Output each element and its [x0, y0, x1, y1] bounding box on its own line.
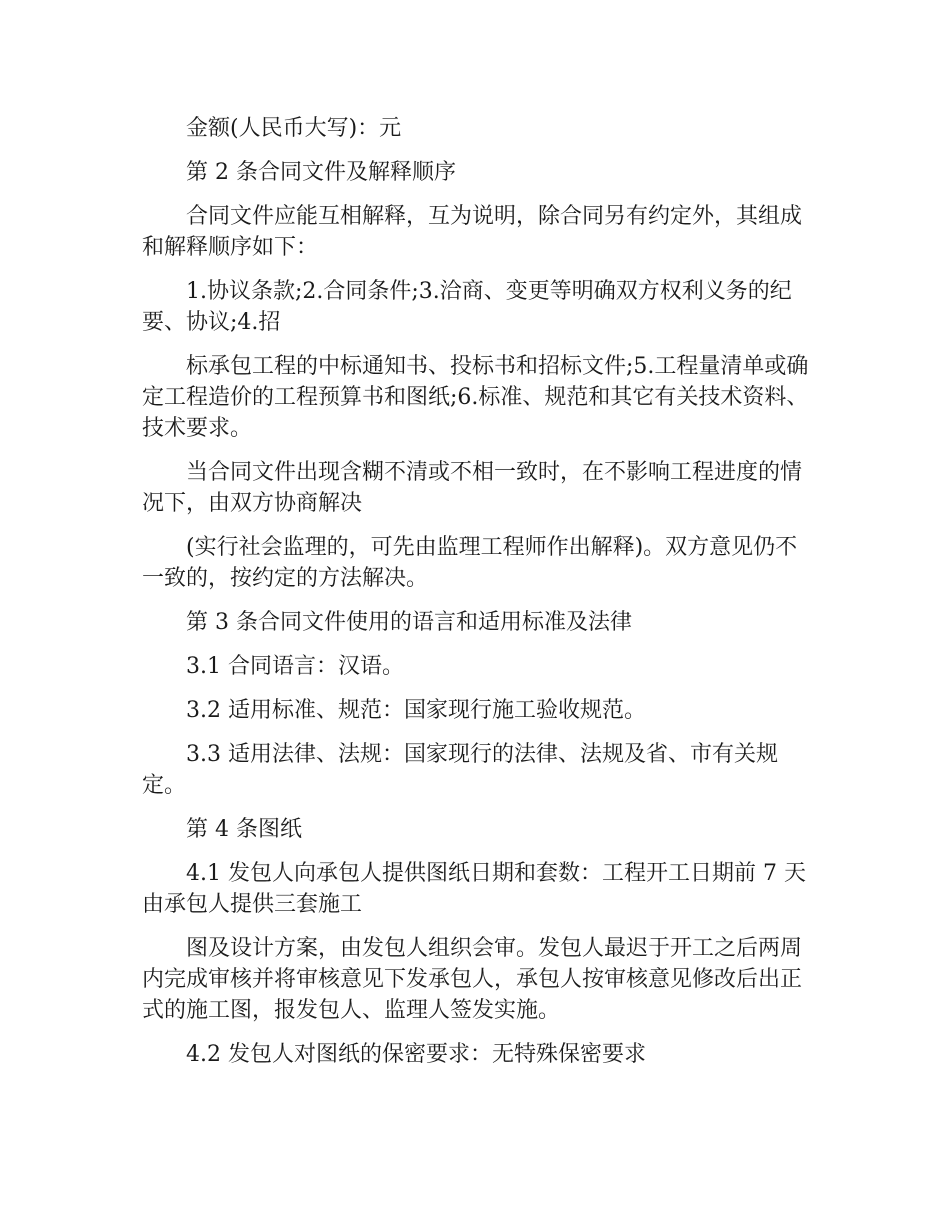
clause-4-2: 4.2 发包人对图纸的保密要求：无特殊保密要求 [186, 1042, 646, 1067]
heading-article-3: 第 3 条合同文件使用的语言和适用标准及法律 [186, 610, 632, 635]
heading-article-2: 第 2 条合同文件及解释顺序 [186, 160, 456, 185]
document-body [142, 113, 810, 1083]
paragraph-ambiguity: 当合同文件出现含糊不清或不相一致时，在不影响工程进度的情况下，由双方协商解决 [142, 460, 803, 516]
paragraph-order-list: 1.协议条款;2.合同条件;3.洽商、变更等明确双方权利义务的纪要、协议;4.招 [142, 279, 792, 335]
paragraph-interpretation: 合同文件应能互相解释，互为说明，除合同另有约定外，其组成和解释顺序如下： [142, 204, 803, 260]
paragraph-amount: 金额(人民币大写)：元 [186, 116, 402, 141]
paragraph-order-list-continued: 标承包工程的中标通知书、投标书和招标文件;5.工程量清单或确定工程造价的工程预算书和图纸;6.标准、规范和其它有关技术资料、技术要求。 [142, 354, 809, 441]
clause-3-1: 3.1 合同语言：汉语。 [186, 654, 404, 679]
clause-3-3: 3.3 适用法律、法规：国家现行的法律、法规及省、市有关规定。 [142, 742, 778, 798]
clause-4-1: 4.1 发包人向承包人提供图纸日期和套数：工程开工日期前 7 天由承包人提供三套施工 [142, 861, 806, 917]
clause-4-1-continued: 图及设计方案，由发包人组织会审。发包人最迟于开工之后两周内完成审核并将审核意见下发承包人，承包人按审核意见修改后出正式的施工图，报发包人、监理人签发实施。 [142, 936, 803, 1023]
heading-article-4: 第 4 条图纸 [186, 817, 302, 842]
clause-3-2: 3.2 适用标准、规范：国家现行施工验收规范。 [186, 698, 646, 723]
paragraph-supervision: (实行社会监理的，可先由监理工程师作出解释)。双方意见仍不一致的，按约定的方法解决。 [142, 535, 798, 591]
